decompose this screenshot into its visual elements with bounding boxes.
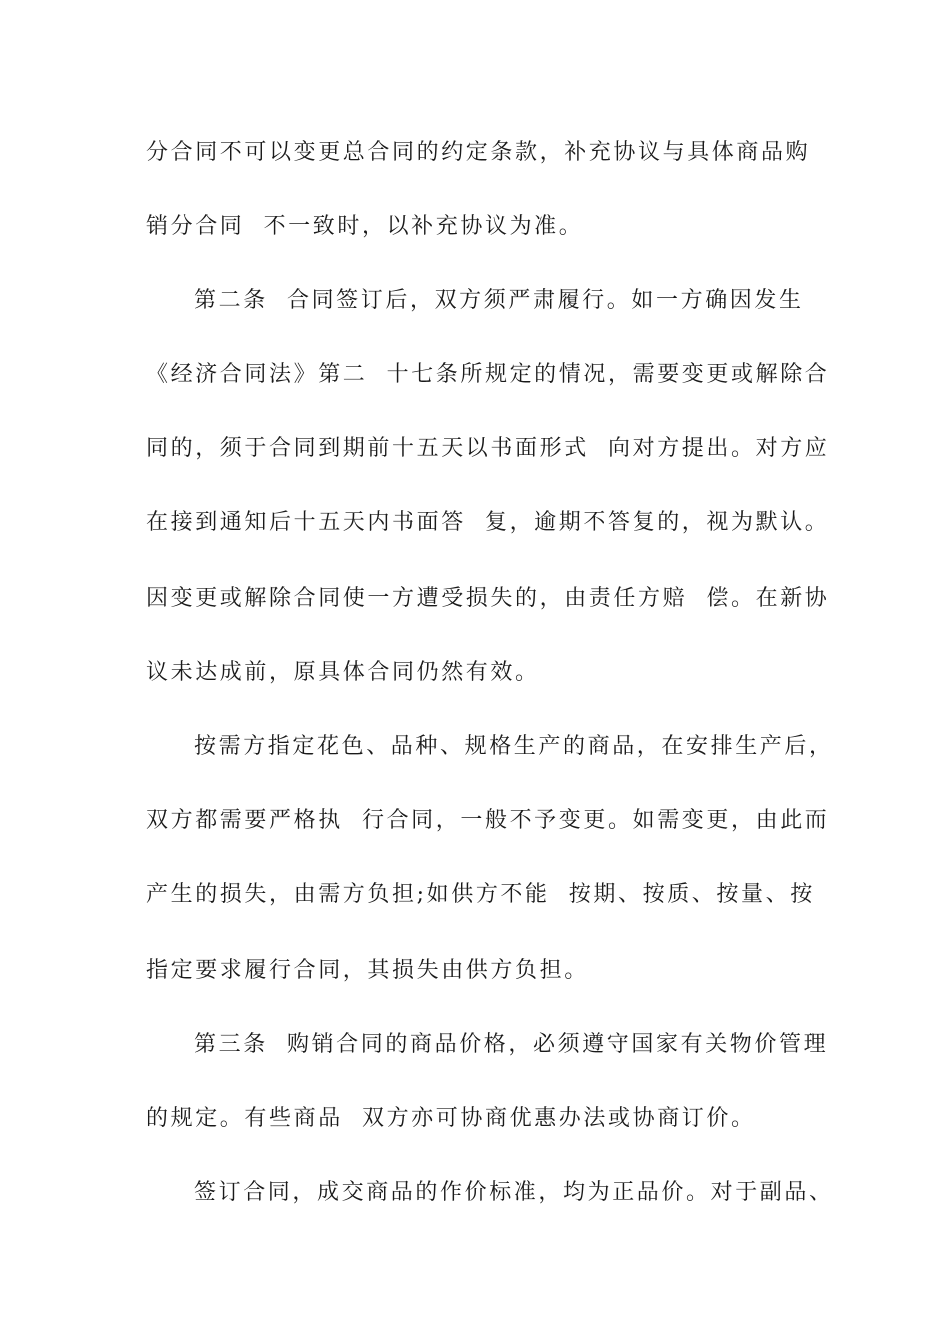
- text-line: 双方都需要严格执 行合同，一般不予变更。如需变更，由此而: [146, 808, 830, 833]
- text-line: 因变更或解除合同使一方遭受损失的，由责任方赔 偿。在新协: [146, 586, 830, 611]
- text-line: 分合同不可以变更总合同的约定条款，补充协议与具体商品购: [146, 140, 811, 165]
- text-line: 的规定。有些商品 双方亦可协商优惠办法或协商订价。: [146, 1106, 756, 1131]
- text-line: 指定要求履行合同，其损失由供方负担。: [146, 958, 589, 983]
- text-line: 销分合同 不一致时，以补充协议为准。: [146, 214, 584, 239]
- text-line: 产生的损失，由需方负担;如供方不能 按期、按质、按量、按: [146, 882, 815, 907]
- text-line: 议未达成前，原具体合同仍然有效。: [146, 660, 540, 685]
- paragraph-start: 签订合同，成交商品的作价标准，均为正品价。对于副品、: [194, 1180, 834, 1205]
- paragraph-start-article-3: 第三条 购销合同的商品价格，必须遵守国家有关物价管理: [194, 1032, 829, 1057]
- text-line: 同的，须于合同到期前十五天以书面形式 向对方提出。对方应: [146, 436, 830, 461]
- text-line: 在接到通知后十五天内书面答 复，逾期不答复的，视为默认。: [146, 510, 830, 535]
- paragraph-start: 按需方指定花色、品种、规格生产的商品，在安排生产后，: [194, 734, 834, 759]
- text-line: 《经济合同法》第二 十七条所规定的情况，需要变更或解除合: [146, 362, 830, 387]
- paragraph-start-article-2: 第二条 合同签订后，双方须严肃履行。如一方确因发生: [194, 288, 804, 313]
